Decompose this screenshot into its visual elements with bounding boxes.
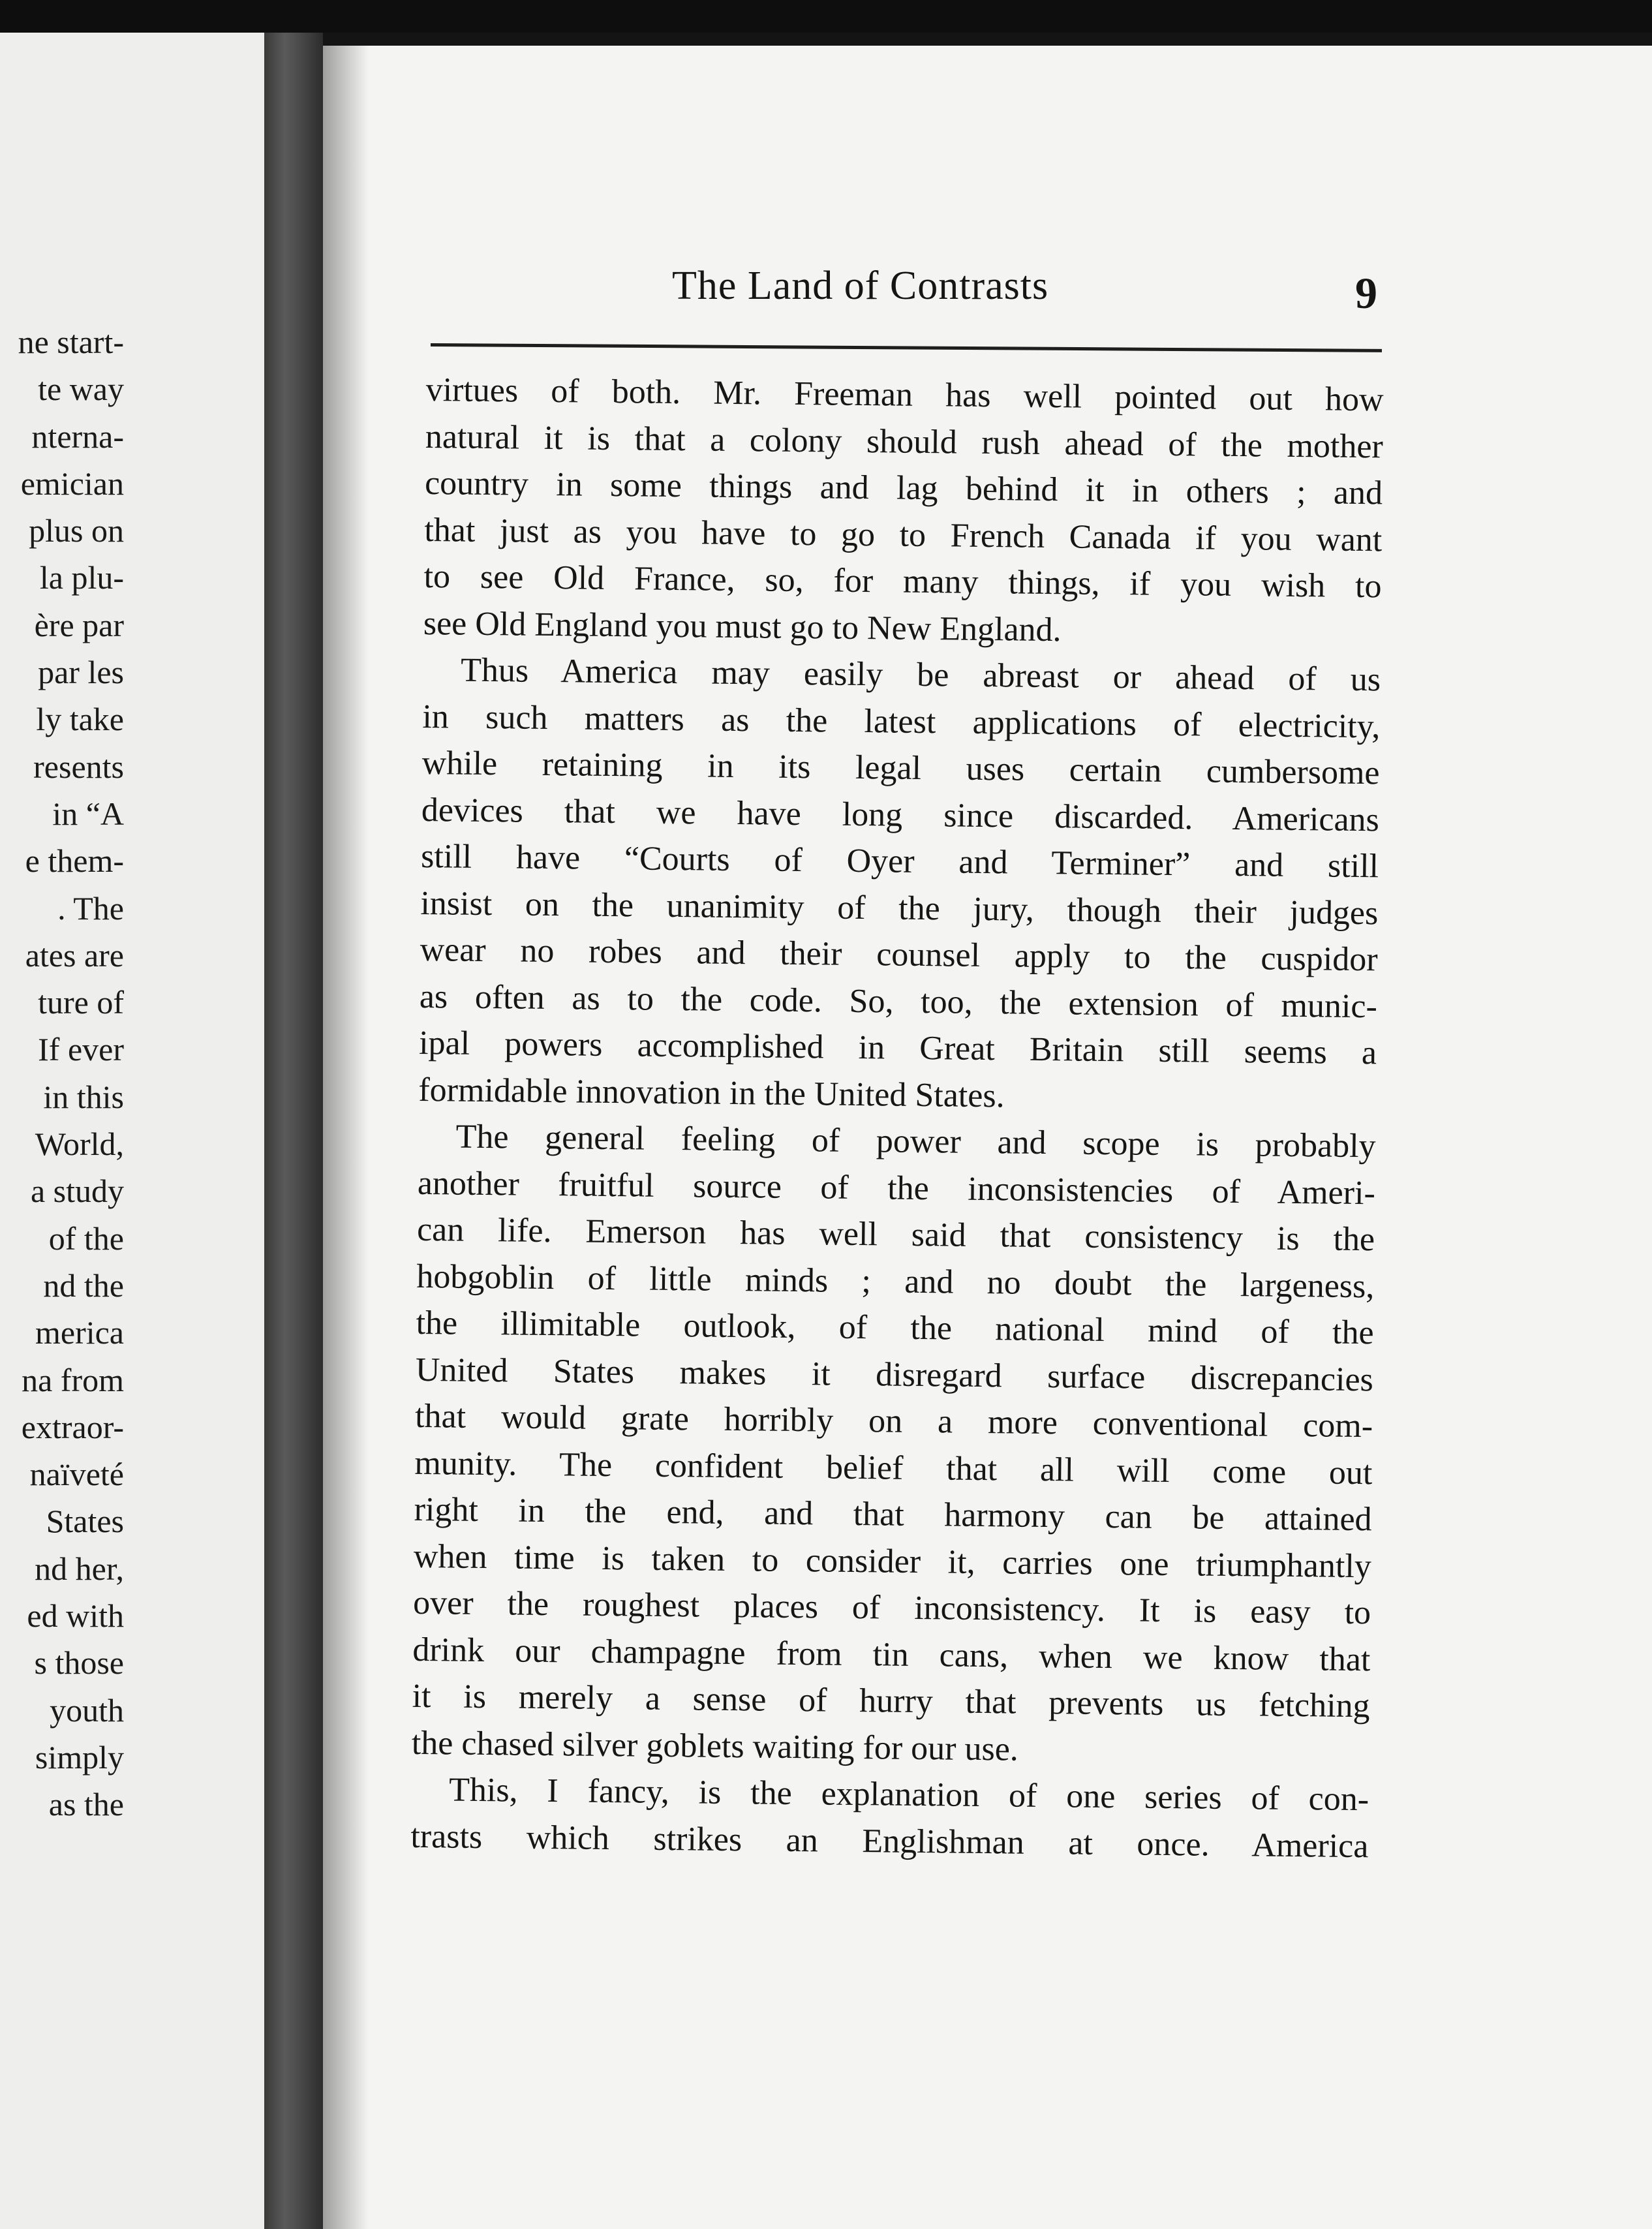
left-text-line: par les — [38, 654, 124, 691]
text-line: insist on the unanimity of the jury, though their judges — [420, 884, 1379, 932]
scan-top-border — [0, 0, 1652, 33]
left-text-line: . The — [57, 889, 124, 927]
text-line: that would grate horribly on a more conventional com- — [414, 1397, 1373, 1445]
text-line: the illimitable outlook, of the national mind of the — [416, 1304, 1374, 1352]
text-line: in such matters as the latest applications of electricity, — [422, 698, 1381, 745]
left-text-line: in “A — [52, 795, 124, 832]
left-text-line: simply — [35, 1738, 124, 1776]
left-text-line: ed with — [27, 1597, 124, 1635]
left-text-line: na from — [22, 1361, 124, 1398]
left-text-line: resents — [33, 748, 124, 785]
left-text-line: ère par — [34, 606, 124, 643]
left-text-line: merica — [35, 1314, 124, 1351]
left-text-line: s those — [34, 1644, 124, 1682]
left-text-line: nd the — [43, 1267, 124, 1304]
left-text-line: plus on — [29, 512, 124, 549]
text-line: as often as to the code. So, too, the extension of munic- — [419, 977, 1378, 1025]
page-number: 9 — [1355, 268, 1377, 318]
text-line: when time is taken to consider it, carries one triumphantly — [413, 1537, 1372, 1585]
left-text-line: youth — [50, 1691, 124, 1729]
running-head: The Land of Contrasts — [672, 264, 1049, 308]
left-page-text — [18, 318, 124, 1828]
text-line: it is merely a sense of hurry that prevents us fetching — [412, 1677, 1370, 1725]
text-line: devices that we have long since discarded. Americans — [421, 791, 1380, 838]
left-text-line: te way — [38, 371, 124, 408]
text-line: to see Old France, so, for many things, if you wish to — [423, 557, 1382, 606]
text-line: country in some things and lag behind it in others ; and — [424, 464, 1383, 512]
left-text-line: la plu- — [39, 559, 124, 596]
left-text-line: nterna- — [31, 418, 124, 455]
left-text-line: naïveté — [29, 1456, 124, 1493]
text-line: ipal powers accomplished in Great Britain still seems a — [418, 1024, 1377, 1072]
text-line: wear no robes and their counsel apply to the cuspidor — [420, 930, 1378, 979]
text-line: hobgoblin of little minds ; and no doubt the largeness, — [416, 1257, 1375, 1305]
text-line: see Old England you must go to New England. — [423, 604, 1062, 649]
header-rule — [431, 343, 1382, 352]
left-text-line: ates are — [25, 936, 124, 974]
left-text-line: ly take — [36, 701, 124, 738]
body-text — [410, 367, 1384, 1869]
text-line: over the roughest places of inconsistency. It is easy to — [412, 1584, 1371, 1632]
text-line: The general feeling of power and scope is probably — [455, 1118, 1376, 1165]
text-line: drink our champagne from tin cans, when we know that — [412, 1631, 1371, 1678]
text-line: This, I fancy, is the explanation of one series of con- — [448, 1771, 1369, 1819]
text-line: still have “Courts of Oyer and Terminer” and still — [420, 837, 1379, 885]
book-gutter — [264, 33, 323, 2229]
text-line: that just as you have to go to French Canada if you want — [424, 511, 1383, 559]
left-text-line: States — [46, 1503, 124, 1540]
left-text-line: If ever — [38, 1031, 124, 1068]
left-text-line: in this — [43, 1078, 124, 1115]
text-line: munity. The confident belief that all will come out — [414, 1444, 1373, 1492]
left-text-line: nd her, — [35, 1550, 124, 1587]
left-text-line: e them- — [25, 842, 124, 880]
text-line: United States makes it disregard surface discrepancies — [415, 1351, 1374, 1398]
left-text-line: of the — [48, 1220, 124, 1257]
text-line: virtues of both. Mr. Freeman has well pointed out how — [425, 371, 1384, 419]
left-text-line: as the — [48, 1786, 124, 1823]
left-text-line: World, — [35, 1126, 124, 1163]
text-line: while retaining in its legal uses certain cumbersome — [421, 744, 1380, 792]
left-page — [0, 33, 264, 2229]
text-line: can life. Emerson has well said that consistency is the — [416, 1210, 1375, 1259]
text-line: trasts which strikes an Englishman at once. America — [410, 1817, 1369, 1865]
right-page — [323, 46, 1652, 2229]
text-line: natural it is that a colony should rush ahead of the mother — [425, 418, 1384, 465]
text-line: Thus America may easily be abreast or ahead of us — [460, 651, 1381, 699]
left-text-line: a study — [30, 1173, 124, 1210]
left-text-line: emician — [20, 465, 124, 502]
text-line: the chased silver goblets waiting for our use. — [411, 1724, 1019, 1768]
text-line: another fruitful source of the inconsistencies of Ameri- — [417, 1164, 1376, 1212]
text-line: right in the end, and that harmony can be attained — [414, 1490, 1372, 1539]
left-text-line: extraor- — [21, 1408, 124, 1445]
left-text-line: ture of — [38, 984, 124, 1021]
left-text-line: ne start- — [18, 324, 124, 360]
text-line: formidable innovation in the United States. — [418, 1071, 1005, 1114]
page-shadow — [323, 46, 369, 2229]
